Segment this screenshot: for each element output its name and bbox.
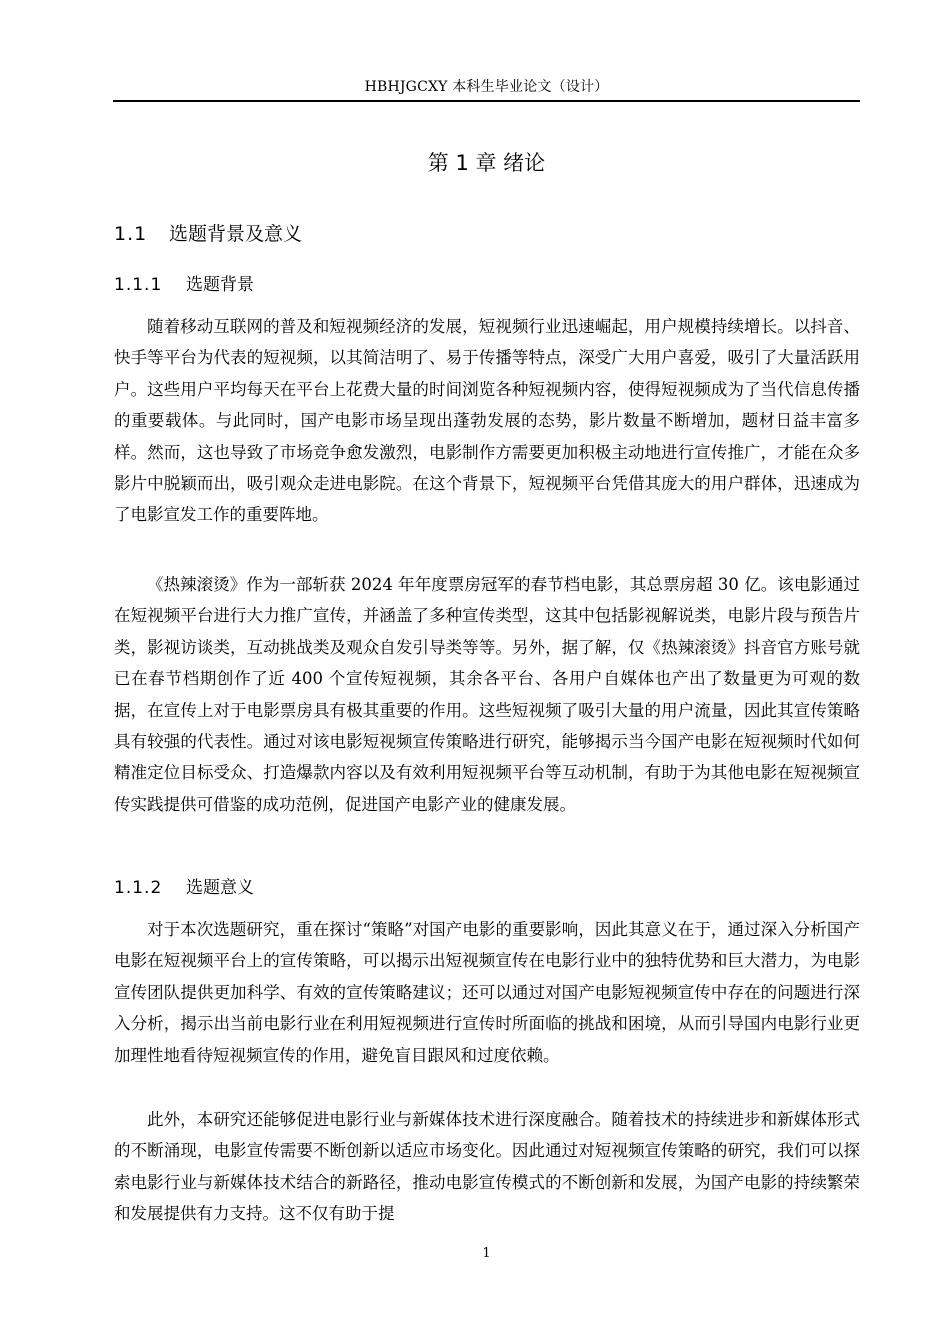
subsection-heading-1-1-2 — [114, 876, 254, 900]
subsection-heading-1-1-1 — [114, 273, 254, 297]
header-rule — [113, 100, 860, 102]
paragraph-significance-2: 此外，本研究还能够促进电影行业与新媒体技术进行深度融合。随着技术的持续进步和新媒体形式的不断涌现，电影宣传需要不断创新以适应市场变化。因此通过对短视频宣传策略的研究，我们可以探索电影行业与新媒体技术结合的新路径，推动电影宣传模式的不断创新和发展，为国产电影的持续繁荣和发展提供有力支持。这不仅有助于提 — [114, 1110, 860, 1224]
subsection-title: 选题背景 — [186, 275, 254, 295]
paragraph-significance-1: 对于本次选题研究，重在探讨“策略”对国产电影的重要影响，因此其意义在于，通过深入分析国产电影在短视频平台上的宣传策略，可以揭示出短视频宣传在电影行业中的独特优势和巨大潜力，为电影宣传团队提供更加科学、有效的宣传策略建议；还可以通过对国产电影短视频宣传中存在的问题进行深入分析，揭示出当前电影行业在利用短视频进行宣传时所面临的挑战和困境，从而引导国内电影行业更加理性地看待短视频宣传的作用，避免盲目跟风和过度依赖。 — [114, 920, 860, 1065]
page-header: HBHJGCXY 本科生毕业论文（设计） — [364, 79, 609, 95]
subsection-title: 选题意义 — [186, 878, 254, 898]
subsection-number: 1.1.2 — [114, 878, 163, 898]
section-number: 1.1 — [114, 223, 148, 245]
subsection-number: 1.1.1 — [114, 275, 163, 295]
paragraph-background-2: 《热辣滚烫》作为一部斩获 2024 年年度票房冠军的春节档电影，其总票房超 30 亿。该电影通过在短视频平台进行大力推广宣传，并涵盖了多种宣传类型，这其中包括影视解说类，电影片段与预告片类，影视访谈类，互动挑战类及观众自发引导类等等。另外，据了解，仅《热辣滚烫》抖音官方账号就已在春节档期创作了近 400 个宣传短视频，其余各平台、各用户自媒体也产出了数量更为可观的数据，在宣传上对于电影票房具有极其重要的作用。这些短视频了吸引大量的用户流量，因此其宣传策略具有较强的代表性。通过对该电影短视频宣传策略进行研究，能够揭示当今国产电影在短视频时代如何精准定位目标受众、打造爆款内容以及有效利用短视频平台等互动机制，有助于为其他电影在短视频宣传实践提供可借鉴的成功范例，促进国产电影产业的健康发展。 — [114, 575, 860, 814]
paragraph-background-1: 随着移动互联网的普及和短视频经济的发展，短视频行业迅速崛起，用户规模持续增长。以抖音、快手等平台为代表的短视频，以其简洁明了、易于传播等特点，深受广大用户喜爱，吸引了大量活跃用户。这些用户平均每天在平台上花费大量的时间浏览各种短视频内容，使得短视频成为了当代信息传播的重要载体。与此同时，国产电影市场呈现出蓬勃发展的态势，影片数量不断增加，题材日益丰富多样。然而，这也导致了市场竞争愈发激烈，电影制作方需要更加积极主动地进行宣传推广，才能在众多影片中脱颖而出，吸引观众走进电影院。在这个背景下，短视频平台凭借其庞大的用户群体，迅速成为了电影宣发工作的重要阵地。 — [114, 317, 860, 525]
page-number: 1 — [482, 1246, 491, 1261]
section-title: 选题背景及意义 — [169, 223, 303, 245]
chapter-title: 第 1 章 绪论 — [427, 151, 546, 175]
section-heading-1-1 — [114, 221, 302, 247]
